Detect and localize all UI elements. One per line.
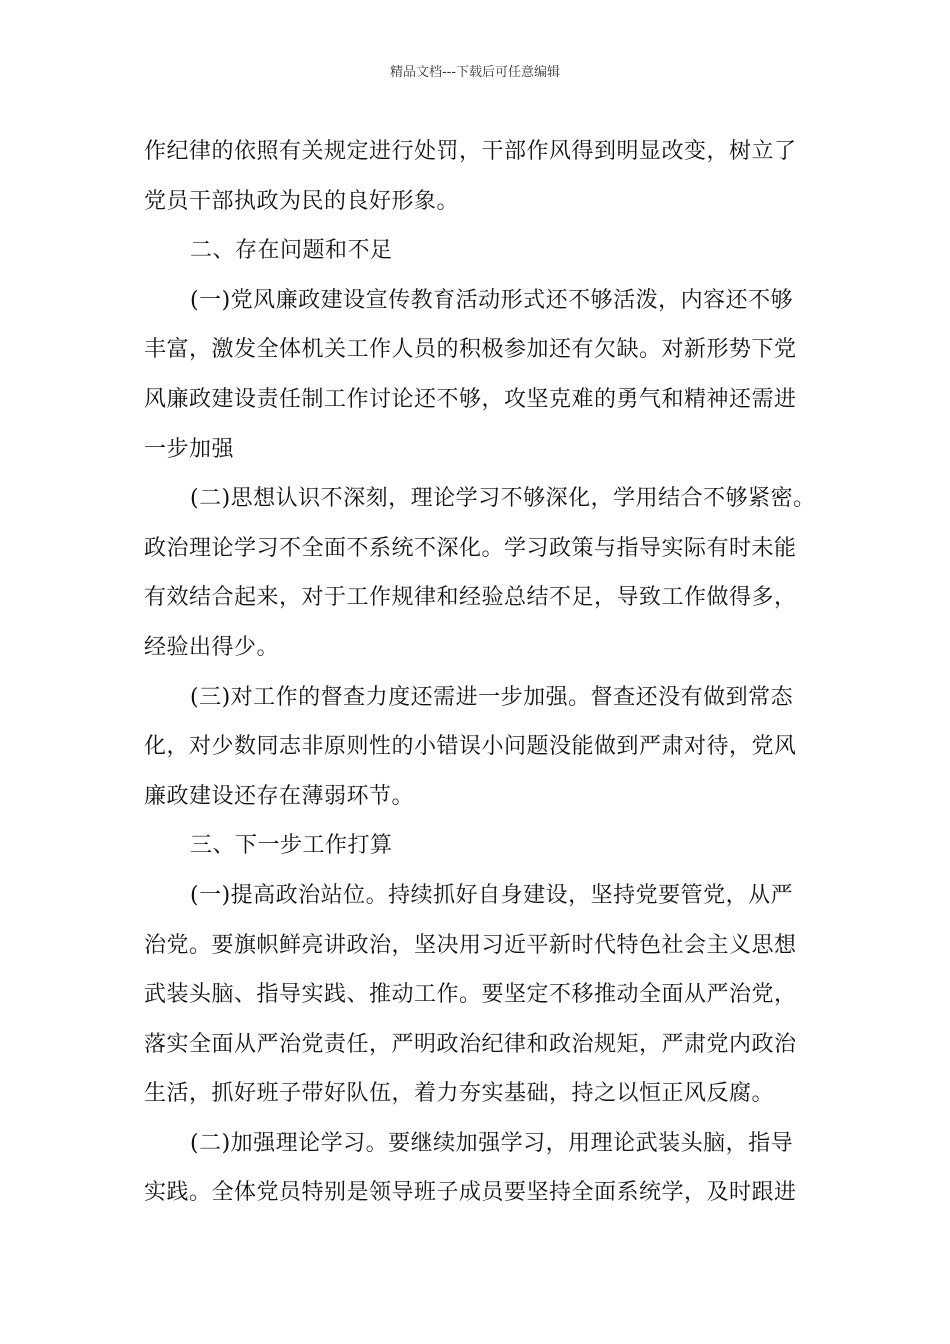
paragraph-7 [144, 871, 814, 1119]
paragraph-3 [144, 276, 814, 474]
text-line: 二、存在问题和不足 [190, 238, 393, 264]
text-line: 一步加强 [144, 436, 235, 462]
text-line: 作纪律的依照有关规定进行处罚，干部作风得到明显改变，树立了 [144, 139, 797, 164]
text-line: (三)对工作的督查力度还需进一步加强。督查还没有做到常态 [190, 684, 794, 710]
text-line: 实践。全体党员特别是领导班子成员要坚持全面系统学，及时跟进 [144, 1180, 797, 1206]
paragraph-1 [144, 127, 814, 226]
paragraph-5 [144, 673, 814, 822]
text-line: (二)加强理论学习。要继续加强学习，用理论武装头脑，指导 [190, 1130, 794, 1156]
paragraph-4 [144, 474, 814, 672]
text-line: (一)党风廉政建设宣传教育活动形式还不够活泼，内容还不够 [190, 287, 794, 313]
text-line: 党员干部执政为民的良好形象。 [144, 188, 460, 214]
text-line: 廉政建设还存在薄弱环节。 [144, 783, 415, 809]
text-line: 三、下一步工作打算 [190, 833, 393, 859]
text-line: 政治理论学习不全面不系统不深化。学习政策与指导实际有时未能 [144, 535, 797, 561]
page-header: 精品文档---下载后可任意编辑 [389, 65, 561, 80]
text-line: 丰富，激发全体机关工作人员的积极参加还有欠缺。对新形势下党 [144, 337, 797, 363]
text-line: 落实全面从严治党责任，严明政治纪律和政治规矩，严肃党内政治 [144, 1031, 797, 1057]
document-body [144, 127, 814, 1218]
text-line: (一)提高政治站位。持续抓好自身建设，坚持党要管党，从严 [190, 882, 794, 908]
paragraph-8 [144, 1119, 814, 1218]
text-line: 有效结合起来，对于工作规律和经验总结不足，导致工作做得多， [144, 585, 797, 611]
text-line: 风廉政建设责任制工作讨论还不够，攻坚克难的勇气和精神还需进 [144, 386, 797, 412]
text-line: 武装头脑、指导实践、推动工作。要坚定不移推动全面从严治党， [144, 982, 797, 1008]
section-heading-6 [144, 821, 814, 871]
text-line: 生活，抓好班子带好队伍，着力夯实基础，持之以恒正风反腐。 [144, 1081, 775, 1107]
text-line: (二)思想认识不深刻，理论学习不够深化，学用结合不够紧密。 [190, 486, 816, 512]
text-line: 治党。要旗帜鲜亮讲政治，坚决用习近平新时代特色社会主义思想 [144, 932, 797, 958]
text-line: 化，对少数同志非原则性的小错误小问题没能做到严肃对待，党风 [144, 734, 797, 760]
text-line: 经验出得少。 [144, 634, 280, 660]
section-heading-2 [144, 226, 814, 276]
